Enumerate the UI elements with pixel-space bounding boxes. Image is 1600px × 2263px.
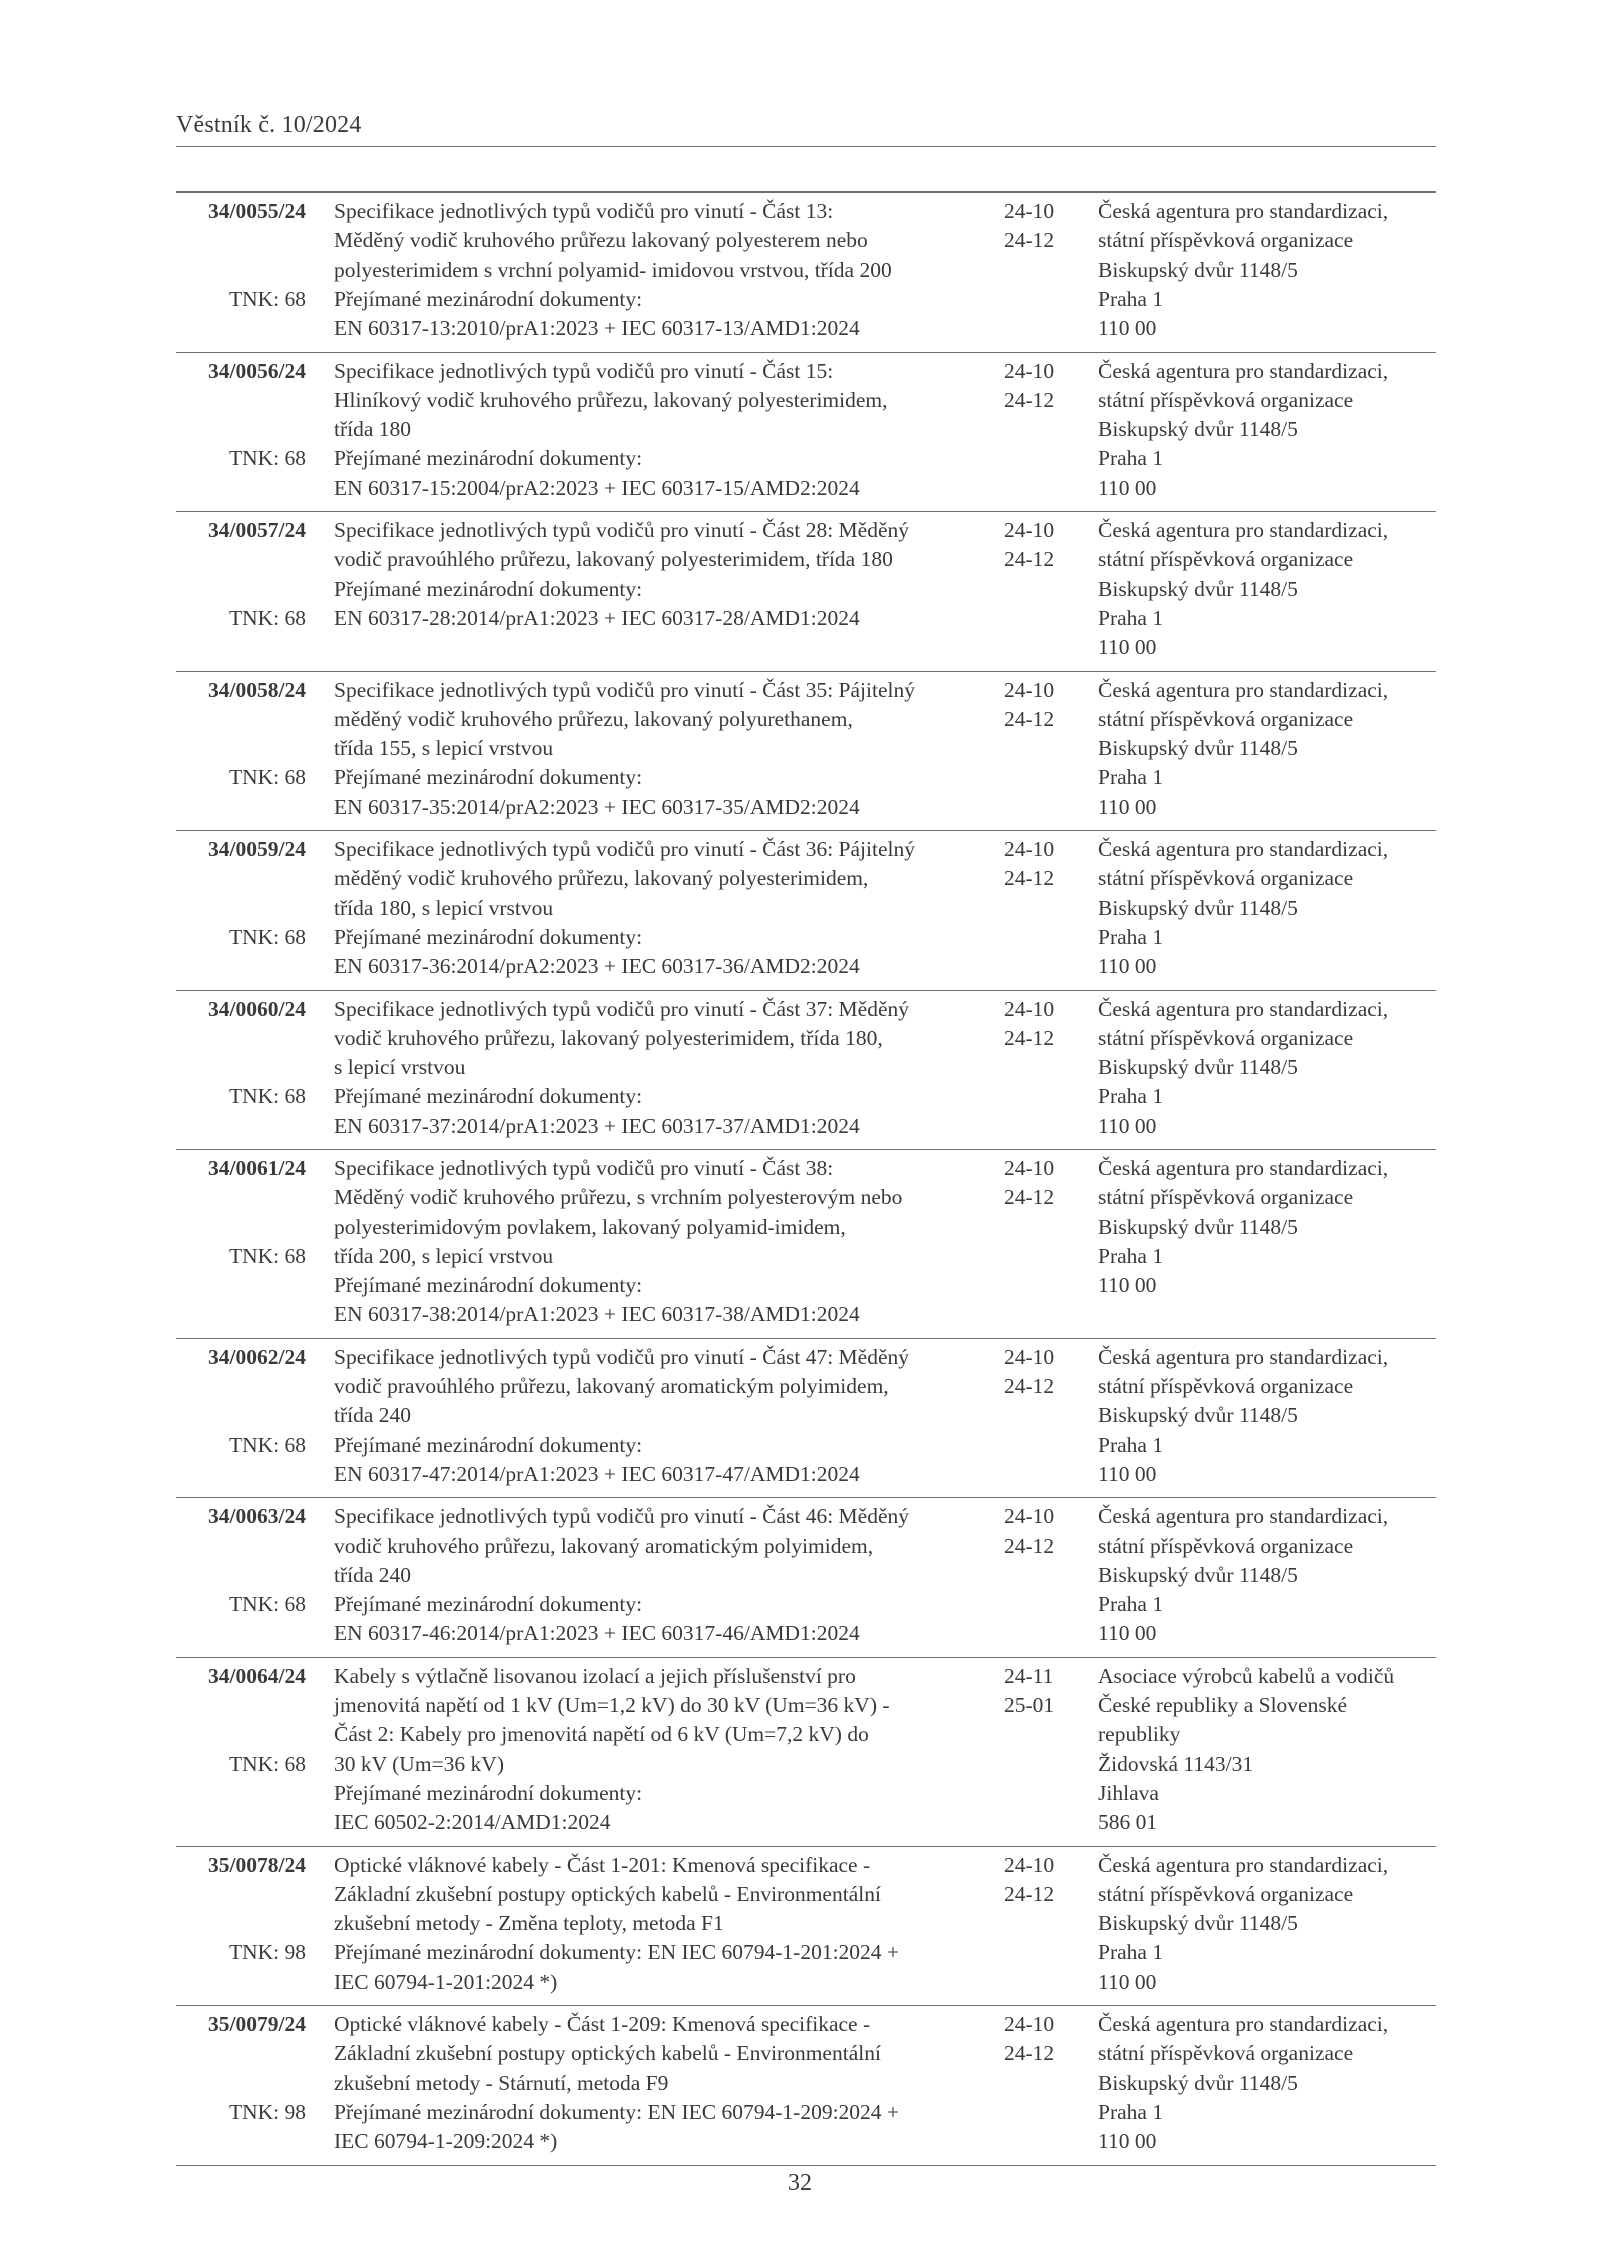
record-number: 35/0078/24 xyxy=(208,1852,306,1877)
record-description-line: Specifikace jednotlivých typů vodičů pro vinutí - Část 28: Měděný xyxy=(334,518,910,542)
record-organization-line: státní příspěvková organizace xyxy=(1098,387,1354,412)
record-description-line: Základní zkušební postupy optických kabelů - Environmentální xyxy=(334,1881,881,1906)
record-description xyxy=(334,197,999,343)
record-dates-line: 24-12 xyxy=(1004,1374,1055,1399)
record-description xyxy=(334,1851,999,1997)
record-organization xyxy=(1098,995,1438,1141)
record-organization-line: státní příspěvková organizace xyxy=(1098,706,1354,731)
record-organization-line: Praha 1 xyxy=(1098,605,1164,630)
record-description xyxy=(334,1502,999,1648)
record-organization xyxy=(1098,1662,1438,1838)
record-tnk: TNK: 68 xyxy=(228,1243,306,1268)
record-description-line: třída 200, s lepicí vrstvou xyxy=(334,1243,554,1268)
record-organization xyxy=(1098,676,1438,822)
record-id-cell xyxy=(176,1851,306,1965)
record-organization-line: republiky xyxy=(1098,1722,1181,1747)
record-description-line: Přejímané mezinárodní dokumenty: xyxy=(334,924,643,949)
page-number: 32 xyxy=(788,2170,812,2196)
record-organization-line: Česká agentura pro standardizaci, xyxy=(1098,518,1389,542)
record-description-line: vodič kruhového průřezu, lakovaný polyesterimidem, třída 180, xyxy=(334,1025,883,1050)
record-description xyxy=(334,1343,999,1489)
record-organization-line: státní příspěvková organizace xyxy=(1098,228,1354,253)
record-dates xyxy=(1004,1502,1084,1561)
record-organization xyxy=(1098,197,1438,343)
record-organization-line: Biskupský dvůr 1148/5 xyxy=(1098,1562,1298,1587)
record-description-line: Specifikace jednotlivých typů vodičů pro vinutí - Část 36: Pájitelný xyxy=(334,837,915,861)
record-organization-line: Praha 1 xyxy=(1098,1084,1164,1109)
record-tnk: TNK: 98 xyxy=(228,1940,306,1965)
record-organization-line: 110 00 xyxy=(1098,1969,1157,1994)
record-tnk: TNK: 68 xyxy=(228,605,306,630)
record-organization-line: státní příspěvková organizace xyxy=(1098,1533,1354,1558)
record-description-line: třída 155, s lepicí vrstvou xyxy=(334,736,554,761)
record-organization-line: 110 00 xyxy=(1098,1461,1157,1486)
record-dates-line: 24-12 xyxy=(1004,1185,1055,1210)
record-dates-line: 24-10 xyxy=(1004,2012,1055,2037)
record-organization-line: Praha 1 xyxy=(1098,286,1164,311)
table-row xyxy=(176,193,1436,353)
record-organization-line: státní příspěvková organizace xyxy=(1098,2041,1354,2066)
table-row xyxy=(176,1658,1436,1847)
record-tnk: TNK: 68 xyxy=(228,1592,306,1617)
record-organization-line: Asociace výrobců kabelů a vodičů xyxy=(1098,1663,1395,1688)
record-description-line: Optické vláknové kabely - Část 1-209: Kmenová specifikace - xyxy=(334,2012,871,2037)
record-dates xyxy=(1004,357,1084,416)
record-description-line: IEC 60794-1-201:2024 *) xyxy=(334,1969,558,1994)
record-dates-line: 24-12 xyxy=(1004,228,1055,253)
record-organization-line: Praha 1 xyxy=(1098,1243,1164,1268)
header-rule xyxy=(176,146,1436,147)
record-description-line: vodič kruhového průřezu, lakovaný aromatickým polyimidem, xyxy=(334,1533,874,1558)
record-id-cell xyxy=(176,357,306,471)
record-description-line: polyesterimidovým povlakem, lakovaný polyamid-imidem, xyxy=(334,1214,846,1239)
record-organization-line: 110 00 xyxy=(1098,954,1157,979)
record-dates-line: 24-12 xyxy=(1004,866,1055,891)
record-dates xyxy=(1004,835,1084,894)
record-number: 34/0058/24 xyxy=(208,677,306,702)
record-description-line: Specifikace jednotlivých typů vodičů pro vinutí - Část 35: Pájitelný xyxy=(334,677,915,702)
record-description-line: Přejímané mezinárodní dokumenty: xyxy=(334,765,643,790)
record-organization xyxy=(1098,1851,1438,1997)
record-dates-line: 24-10 xyxy=(1004,199,1055,223)
record-dates xyxy=(1004,995,1084,1054)
record-tnk: TNK: 68 xyxy=(228,924,306,949)
record-description-line: Specifikace jednotlivých typů vodičů pro vinutí - Část 47: Měděný xyxy=(334,1344,910,1369)
record-organization xyxy=(1098,516,1438,662)
record-description-line: IEC 60502-2:2014/AMD1:2024 xyxy=(334,1810,611,1835)
record-organization-line: České republiky a Slovenské xyxy=(1098,1693,1347,1718)
record-organization-line: Praha 1 xyxy=(1098,1940,1164,1965)
record-organization-line: státní příspěvková organizace xyxy=(1098,547,1354,572)
record-description xyxy=(334,995,999,1141)
record-dates-line: 24-10 xyxy=(1004,1156,1055,1180)
record-organization-line: 110 00 xyxy=(1098,316,1157,341)
record-organization-line: státní příspěvková organizace xyxy=(1098,1025,1354,1050)
table-row xyxy=(176,1498,1436,1658)
record-organization-line: Biskupský dvůr 1148/5 xyxy=(1098,736,1298,761)
record-organization-line: státní příspěvková organizace xyxy=(1098,1185,1354,1210)
record-organization-line: 110 00 xyxy=(1098,1113,1157,1138)
record-description-line: polyesterimidem s vrchní polyamid- imidovou vrstvou, třída 200 xyxy=(334,257,892,282)
table-row xyxy=(176,672,1436,832)
record-dates-line: 24-12 xyxy=(1004,1881,1055,1906)
record-description-line: EN 60317-47:2014/prA1:2023 + IEC 60317-47/AMD1:2024 xyxy=(334,1461,860,1486)
record-dates-line: 25-01 xyxy=(1004,1693,1055,1718)
record-number: 34/0057/24 xyxy=(208,518,306,542)
record-organization-line: Praha 1 xyxy=(1098,2099,1164,2124)
record-description-line: Hliníkový vodič kruhového průřezu, lakovaný polyesterimidem, xyxy=(334,387,888,412)
record-organization-line: Biskupský dvůr 1148/5 xyxy=(1098,1055,1298,1080)
record-organization-line: Biskupský dvůr 1148/5 xyxy=(1098,895,1298,920)
record-organization xyxy=(1098,2010,1438,2156)
record-dates-line: 24-12 xyxy=(1004,547,1055,572)
record-organization xyxy=(1098,1502,1438,1648)
record-dates-line: 24-10 xyxy=(1004,677,1055,702)
record-description-line: Optické vláknové kabely - Část 1-201: Kmenová specifikace - xyxy=(334,1852,871,1877)
record-description-line: třída 180, s lepicí vrstvou xyxy=(334,895,554,920)
record-organization-line: Biskupský dvůr 1148/5 xyxy=(1098,2070,1298,2095)
table-row xyxy=(176,2006,1436,2166)
record-id-cell xyxy=(176,676,306,790)
table-row xyxy=(176,831,1436,991)
record-organization-line: 586 01 xyxy=(1098,1810,1158,1835)
record-organization-line: Biskupský dvůr 1148/5 xyxy=(1098,1911,1298,1936)
record-dates-line: 24-10 xyxy=(1004,837,1055,861)
record-description-line: třída 240 xyxy=(334,1562,412,1587)
record-description-line: Specifikace jednotlivých typů vodičů pro vinutí - Část 46: Měděný xyxy=(334,1504,910,1529)
standards-table xyxy=(176,193,1436,2166)
record-description xyxy=(334,1154,999,1330)
record-dates xyxy=(1004,2010,1084,2069)
record-description-line: Specifikace jednotlivých typů vodičů pro vinutí - Část 37: Měděný xyxy=(334,996,910,1021)
record-organization-line: 110 00 xyxy=(1098,475,1157,500)
table-row xyxy=(176,991,1436,1151)
record-description-line: Část 2: Kabely pro jmenovitá napětí od 6 kV (Um=7,2 kV) do xyxy=(334,1722,869,1747)
record-number: 34/0059/24 xyxy=(208,837,306,861)
record-tnk: TNK: 68 xyxy=(228,1084,306,1109)
record-organization-line: Česká agentura pro standardizaci, xyxy=(1098,358,1389,383)
record-dates-line: 24-10 xyxy=(1004,1344,1055,1369)
record-organization-line: Česká agentura pro standardizaci, xyxy=(1098,199,1389,223)
record-organization-line: 110 00 xyxy=(1098,1621,1157,1646)
record-description-line: měděný vodič kruhového průřezu, lakovaný polyesterimidem, xyxy=(334,866,869,891)
record-tnk: TNK: 68 xyxy=(228,1432,306,1457)
record-dates-line: 24-10 xyxy=(1004,1504,1055,1529)
record-description-line: Specifikace jednotlivých typů vodičů pro vinutí - Část 13: xyxy=(334,199,834,223)
record-description-line: Přejímané mezinárodní dokumenty: EN IEC 60794-1-201:2024 + xyxy=(334,1940,900,1965)
record-organization-line: státní příspěvková organizace xyxy=(1098,866,1354,891)
record-id-cell xyxy=(176,2010,306,2124)
record-tnk: TNK: 68 xyxy=(228,765,306,790)
record-description-line: Přejímané mezinárodní dokumenty: xyxy=(334,1780,643,1805)
record-id-cell xyxy=(176,197,306,311)
record-description-line: EN 60317-46:2014/prA1:2023 + IEC 60317-46/AMD1:2024 xyxy=(334,1621,860,1646)
record-id-cell xyxy=(176,516,306,630)
record-organization-line: 110 00 xyxy=(1098,2129,1157,2154)
record-description-line: jmenovitá napětí od 1 kV (Um=1,2 kV) do 30 kV (Um=36 kV) - xyxy=(334,1693,890,1718)
record-description-line: EN 60317-35:2014/prA2:2023 + IEC 60317-35/AMD2:2024 xyxy=(334,794,860,819)
record-id-cell xyxy=(176,995,306,1109)
record-description-line: EN 60317-28:2014/prA1:2023 + IEC 60317-28/AMD1:2024 xyxy=(334,605,860,630)
record-description-line: EN 60317-15:2004/prA2:2023 + IEC 60317-15/AMD2:2024 xyxy=(334,475,860,500)
record-organization-line: státní příspěvková organizace xyxy=(1098,1374,1354,1399)
record-organization-line: státní příspěvková organizace xyxy=(1098,1881,1354,1906)
record-id-cell xyxy=(176,1502,306,1617)
record-organization-line: Česká agentura pro standardizaci, xyxy=(1098,1852,1389,1877)
record-description xyxy=(334,516,999,633)
record-description-line: Specifikace jednotlivých typů vodičů pro vinutí - Část 38: xyxy=(334,1156,834,1180)
record-tnk: TNK: 68 xyxy=(228,286,306,311)
record-id-cell xyxy=(176,1154,306,1268)
record-description-line: vodič pravoúhlého průřezu, lakovaný polyesterimidem, třída 180 xyxy=(334,547,893,572)
record-description-line: Přejímané mezinárodní dokumenty: xyxy=(334,1592,643,1617)
record-organization-line: Praha 1 xyxy=(1098,1432,1164,1457)
record-description-line: třída 180 xyxy=(334,417,412,442)
record-number: 34/0060/24 xyxy=(208,996,306,1021)
record-description-line: vodič pravoúhlého průřezu, lakovaný aromatickým polyimidem, xyxy=(334,1374,889,1399)
record-organization xyxy=(1098,1154,1438,1300)
record-organization xyxy=(1098,1343,1438,1489)
record-organization-line: Praha 1 xyxy=(1098,765,1164,790)
record-description-line: měděný vodič kruhového průřezu, lakovaný polyurethanem, xyxy=(334,706,853,731)
record-id-cell xyxy=(176,1662,306,1776)
record-id-cell xyxy=(176,1343,306,1457)
record-description-line: Měděný vodič kruhového průřezu, s vrchním polyesterovým nebo xyxy=(334,1185,903,1210)
record-organization-line: 110 00 xyxy=(1098,794,1157,819)
record-organization-line: Česká agentura pro standardizaci, xyxy=(1098,2012,1389,2037)
record-dates-line: 24-11 xyxy=(1004,1663,1054,1688)
record-description-line: EN 60317-36:2014/prA2:2023 + IEC 60317-36/AMD2:2024 xyxy=(334,954,860,979)
record-dates xyxy=(1004,676,1084,735)
record-dates xyxy=(1004,1662,1084,1721)
record-dates xyxy=(1004,1343,1084,1402)
table-row xyxy=(176,1150,1436,1339)
record-description-line: EN 60317-38:2014/prA1:2023 + IEC 60317-38/AMD1:2024 xyxy=(334,1302,860,1327)
record-dates-line: 24-10 xyxy=(1004,358,1055,383)
table-row xyxy=(176,353,1436,513)
table-row xyxy=(176,1339,1436,1499)
record-tnk: TNK: 68 xyxy=(228,1751,306,1776)
table-row xyxy=(176,1847,1436,2007)
record-number: 34/0056/24 xyxy=(208,358,306,383)
record-organization-line: Česká agentura pro standardizaci, xyxy=(1098,996,1389,1021)
record-description-line: s lepicí vrstvou xyxy=(334,1055,466,1080)
record-organization-line: Česká agentura pro standardizaci, xyxy=(1098,1156,1389,1180)
record-organization-line: Biskupský dvůr 1148/5 xyxy=(1098,1403,1298,1428)
record-description-line: Měděný vodič kruhového průřezu lakovaný polyesterem nebo xyxy=(334,228,868,253)
record-number: 34/0063/24 xyxy=(208,1504,306,1529)
record-description xyxy=(334,835,999,981)
record-description-line: Přejímané mezinárodní dokumenty: xyxy=(334,446,643,471)
record-dates-line: 24-12 xyxy=(1004,1025,1055,1050)
record-description xyxy=(334,2010,999,2156)
record-description xyxy=(334,1662,999,1838)
record-dates xyxy=(1004,1851,1084,1910)
record-organization-line: Praha 1 xyxy=(1098,1592,1164,1617)
record-description-line: Specifikace jednotlivých typů vodičů pro vinutí - Část 15: xyxy=(334,358,834,383)
record-dates-line: 24-10 xyxy=(1004,996,1055,1021)
record-tnk: TNK: 98 xyxy=(228,2099,306,2124)
record-number: 34/0055/24 xyxy=(208,199,306,223)
record-number: 34/0064/24 xyxy=(208,1663,306,1688)
record-organization-line: Česká agentura pro standardizaci, xyxy=(1098,837,1389,861)
record-id-cell xyxy=(176,835,306,949)
record-description-line: Přejímané mezinárodní dokumenty: xyxy=(334,576,643,601)
record-description-line: Přejímané mezinárodní dokumenty: xyxy=(334,1084,643,1109)
record-organization-line: Česká agentura pro standardizaci, xyxy=(1098,1344,1389,1369)
record-organization-line: Biskupský dvůr 1148/5 xyxy=(1098,257,1298,282)
record-tnk: TNK: 68 xyxy=(228,446,306,471)
record-description-line: Přejímané mezinárodní dokumenty: xyxy=(334,1432,643,1457)
record-organization-line: Praha 1 xyxy=(1098,446,1164,471)
record-organization-line: Biskupský dvůr 1148/5 xyxy=(1098,417,1298,442)
record-dates-line: 24-12 xyxy=(1004,387,1055,412)
record-organization-line: Česká agentura pro standardizaci, xyxy=(1098,1504,1389,1529)
record-dates-line: 24-12 xyxy=(1004,1533,1055,1558)
record-dates-line: 24-12 xyxy=(1004,2041,1055,2066)
record-description-line: Kabely s výtlačně lisovanou izolací a jejich příslušenství pro xyxy=(334,1663,856,1688)
record-organization-line: Biskupský dvůr 1148/5 xyxy=(1098,1214,1298,1239)
record-organization-line: 110 00 xyxy=(1098,1273,1157,1298)
record-description-line: Přejímané mezinárodní dokumenty: EN IEC 60794-1-209:2024 + xyxy=(334,2099,900,2124)
record-description xyxy=(334,676,999,822)
record-dates xyxy=(1004,197,1084,256)
record-dates-line: 24-12 xyxy=(1004,706,1055,731)
record-description xyxy=(334,357,999,503)
record-number: 35/0079/24 xyxy=(208,2012,306,2037)
table-row xyxy=(176,512,1436,672)
record-description-line: EN 60317-13:2010/prA1:2023 + IEC 60317-13/AMD1:2024 xyxy=(334,316,860,341)
record-dates xyxy=(1004,516,1084,575)
record-dates xyxy=(1004,1154,1084,1213)
record-organization-line: Biskupský dvůr 1148/5 xyxy=(1098,576,1298,601)
record-description-line: zkušební metody - Změna teploty, metoda F1 xyxy=(334,1911,724,1936)
record-number: 34/0061/24 xyxy=(208,1156,306,1180)
record-description-line: zkušební metody - Stárnutí, metoda F9 xyxy=(334,2070,669,2095)
record-number: 34/0062/24 xyxy=(208,1344,306,1369)
record-description-line: Základní zkušební postupy optických kabelů - Environmentální xyxy=(334,2041,881,2066)
record-organization-line: Praha 1 xyxy=(1098,924,1164,949)
record-organization xyxy=(1098,357,1438,503)
record-organization-line: 110 00 xyxy=(1098,635,1157,660)
record-organization xyxy=(1098,835,1438,981)
record-description-line: Přejímané mezinárodní dokumenty: xyxy=(334,1273,643,1298)
page-header-title: Věstník č. 10/2024 xyxy=(176,112,362,138)
record-description-line: IEC 60794-1-209:2024 *) xyxy=(334,2129,558,2154)
record-organization-line: Česká agentura pro standardizaci, xyxy=(1098,677,1389,702)
record-description-line: 30 kV (Um=36 kV) xyxy=(334,1751,504,1776)
record-description-line: Přejímané mezinárodní dokumenty: xyxy=(334,286,643,311)
record-dates-line: 24-10 xyxy=(1004,518,1055,542)
record-dates-line: 24-10 xyxy=(1004,1852,1055,1877)
record-organization-line: Jihlava xyxy=(1098,1780,1159,1805)
record-organization-line: Židovská 1143/31 xyxy=(1098,1751,1254,1776)
record-description-line: třída 240 xyxy=(334,1403,412,1428)
record-description-line: EN 60317-37:2014/prA1:2023 + IEC 60317-37/AMD1:2024 xyxy=(334,1113,860,1138)
